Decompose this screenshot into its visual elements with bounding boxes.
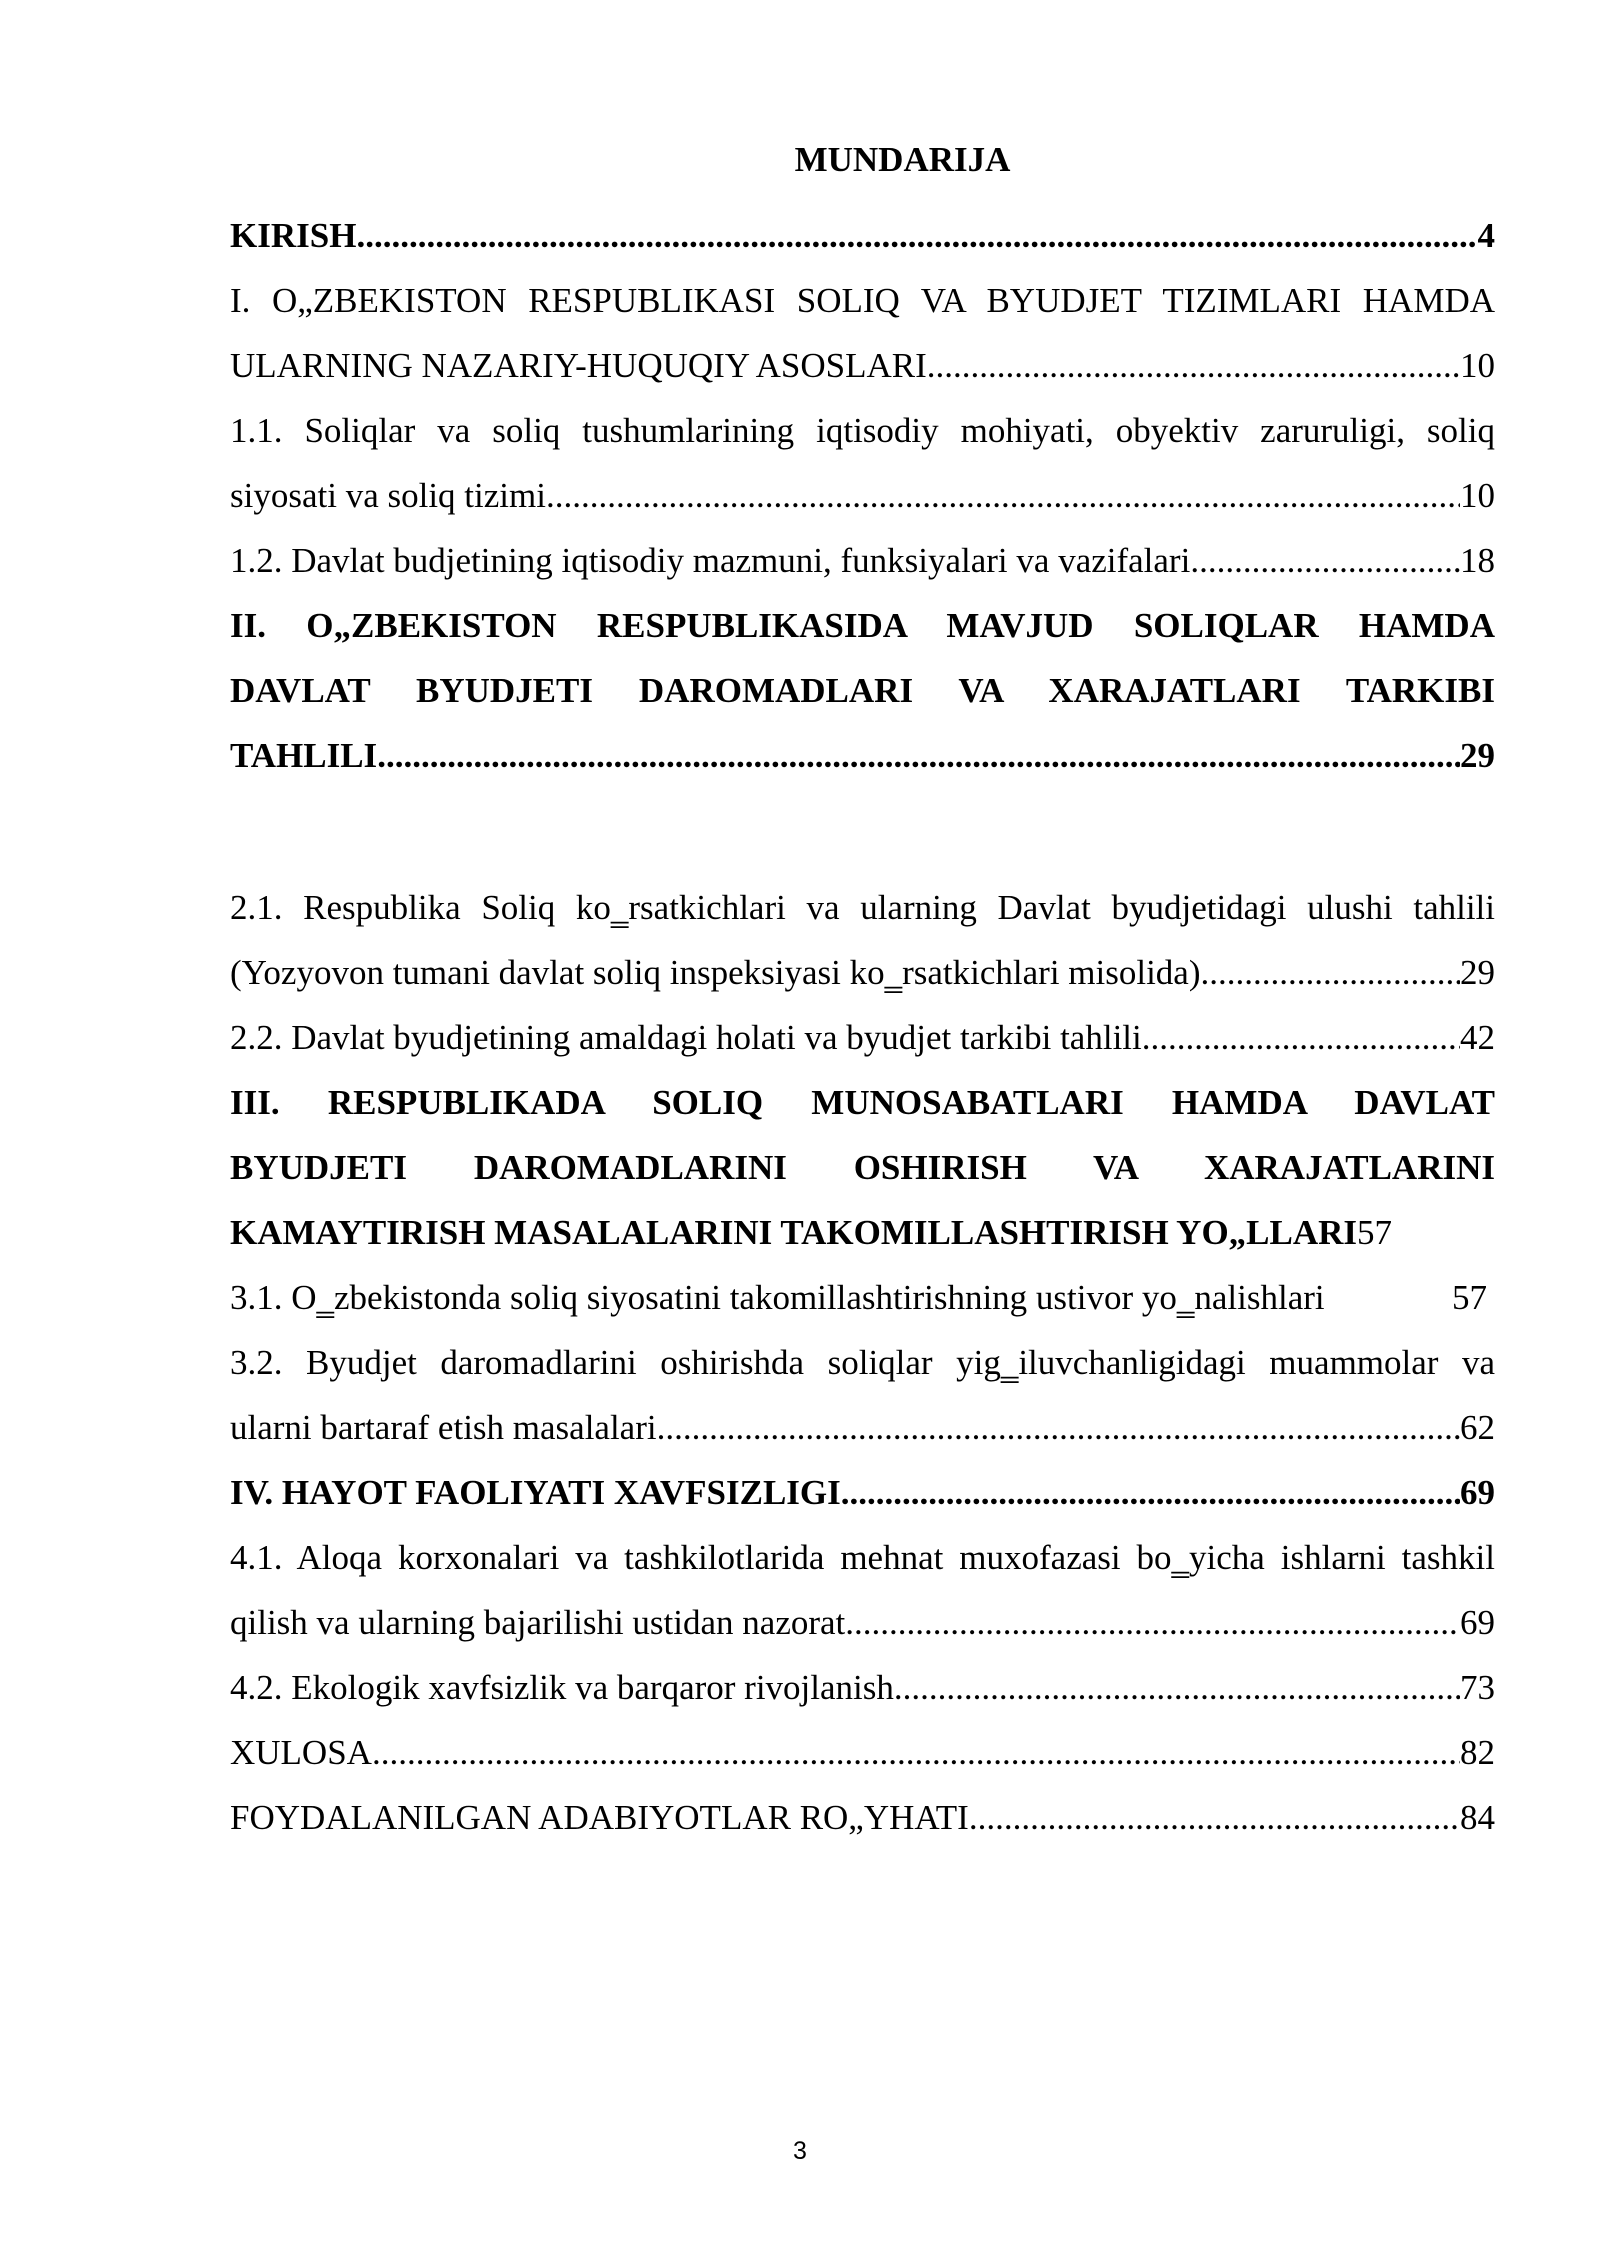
toc-dot-leader (657, 1395, 1460, 1460)
toc-entry-last-line (230, 723, 1495, 788)
toc-entry-last-line (230, 203, 1495, 268)
toc-page-number: 57 (1452, 1278, 1487, 1317)
toc-entry (230, 1005, 1495, 1070)
toc-dot-leader (927, 333, 1460, 398)
toc-entry (230, 203, 1495, 268)
toc-entry-text: 2.2. Davlat byudjetining amaldagi holati va byudjet tarkibi tahlili (230, 1018, 1142, 1057)
table-of-contents (230, 140, 1495, 1850)
toc-entry-last-line (230, 1590, 1495, 1655)
toc-page-number: 10 (1460, 346, 1495, 385)
toc-entry (230, 875, 1495, 1005)
toc-dot-leader (1201, 940, 1461, 1005)
toc-entry-line: 3.2. Byudjet daromadlarini oshirishda soliqlar yig‗iluvchanligidagi muammolar va (230, 1343, 1495, 1382)
toc-entry-last-line (230, 463, 1495, 528)
toc-entry (230, 593, 1495, 788)
toc-entry-last-line (230, 1655, 1495, 1720)
toc-entry-last-line (230, 1460, 1495, 1525)
toc-entry-last-line (230, 1265, 1495, 1330)
toc-entry (230, 528, 1495, 593)
toc-entry-line: BYUDJETI DAROMADLARINI OSHIRISH VA XARAJATLARINI (230, 1148, 1495, 1187)
toc-entry-line: I. O„ZBEKISTON RESPUBLIKASI SOLIQ VA BYUDJET TIZIMLARI HAMDA (230, 281, 1495, 320)
toc-dot-leader (845, 1590, 1460, 1655)
toc-entry-last-line (230, 528, 1495, 593)
toc-entry-text: siyosati va soliq tizimi (230, 476, 546, 515)
toc-dot-leader (546, 463, 1460, 528)
page-number: 3 (793, 2137, 807, 2165)
toc-page-number: 84 (1460, 1798, 1495, 1837)
toc-entry-text: XULOSA (230, 1733, 372, 1772)
toc-entry-last-line (230, 1785, 1495, 1850)
toc-dot-leader (377, 723, 1460, 788)
toc-page-number: 18 (1460, 541, 1495, 580)
toc-entry-text: qilish va ularning bajarilishi ustidan nazorat (230, 1603, 846, 1642)
toc-entry-text: IV. HAYOT FAOLIYATI XAVFSIZLIGI (230, 1473, 841, 1512)
toc-entry-line: 2.1. Respublika Soliq ko‗rsatkichlari va ularning Davlat byudjetidagi ulushi tahlili (230, 888, 1495, 927)
toc-page-number: 4 (1477, 216, 1495, 255)
toc-dot-leader (894, 1655, 1460, 1720)
toc-page-number: 82 (1460, 1733, 1495, 1772)
toc-entry (230, 1720, 1495, 1785)
toc-entry-line: III. RESPUBLIKADA SOLIQ MUNOSABATLARI HAMDA DAVLAT (230, 1083, 1495, 1122)
toc-page-number: 69 (1460, 1603, 1495, 1642)
toc-entry (230, 1460, 1495, 1525)
toc-entry (230, 398, 1495, 528)
toc-page-number: 29 (1460, 953, 1495, 992)
toc-list (230, 203, 1495, 1850)
toc-dot-leader (372, 1720, 1460, 1785)
toc-dot-leader (841, 1460, 1460, 1525)
toc-entry (230, 1330, 1495, 1460)
toc-entry-last-line (230, 1720, 1495, 1785)
toc-entry-last-line (230, 333, 1495, 398)
toc-page-number: 29 (1460, 736, 1495, 775)
toc-entry (230, 1525, 1495, 1655)
toc-page-number: 42 (1460, 1018, 1495, 1057)
toc-entry-line: DAVLAT BYUDJETI DAROMADLARI VA XARAJATLARI TARKIBI (230, 671, 1495, 710)
toc-entry-text: 4.2. Ekologik xavfsizlik va barqaror rivojlanish (230, 1668, 894, 1707)
toc-entry-text: 3.1. O‗zbekistonda soliq siyosatini takomillashtirishning ustivor yo‗nalishlari (230, 1278, 1325, 1317)
toc-dot-leader (1142, 1005, 1460, 1070)
toc-dot-leader (356, 203, 1477, 268)
toc-entry-text: (Yozyovon tumani davlat soliq inspeksiyasi ko‗rsatkichlari misolida) (230, 953, 1201, 992)
toc-entry-text: 1.2. Davlat budjetining iqtisodiy mazmuni, funksiyalari va vazifalari (230, 541, 1191, 580)
toc-entry (230, 268, 1495, 398)
toc-entry (230, 1265, 1495, 1330)
toc-page-number: 57 (1357, 1213, 1393, 1252)
toc-entry-text: ularni bartaraf etish masalalari (230, 1408, 657, 1447)
toc-dot-leader (1190, 528, 1460, 593)
toc-page-number: 73 (1460, 1668, 1495, 1707)
toc-page-number: 10 (1460, 476, 1495, 515)
toc-entry-text: ULARNING NAZARIY-HUQUQIY ASOSLARI (230, 346, 927, 385)
toc-entry-last-line (230, 940, 1495, 1005)
toc-title: MUNDARIJA (794, 140, 1011, 179)
toc-entry (230, 1655, 1495, 1720)
toc-entry-text: KIRISH (230, 216, 357, 255)
toc-entry-last-line (230, 1200, 1495, 1265)
toc-entry-text: FOYDALANILGAN ADABIYOTLAR RO„YHATI (230, 1798, 969, 1837)
toc-entry-line: 1.1. Soliqlar va soliq tushumlarining iqtisodiy mohiyati, obyektiv zaruruligi, soliq (230, 411, 1495, 450)
toc-entry-last-line (230, 1005, 1495, 1070)
toc-entry (230, 1070, 1495, 1265)
toc-entry (230, 1785, 1495, 1850)
toc-entry-line: II. O„ZBEKISTON RESPUBLIKASIDA MAVJUD SOLIQLAR HAMDA (230, 606, 1495, 645)
toc-entry-last-line (230, 1395, 1495, 1460)
toc-entry-line: 4.1. Aloqa korxonalari va tashkilotlarida mehnat muxofazasi bo‗yicha ishlarni tashkil (230, 1538, 1495, 1577)
toc-page-number: 69 (1460, 1473, 1495, 1512)
toc-entry-text: TAHLILI (230, 736, 378, 775)
toc-entry-text: KAMAYTIRISH MASALALARINI TAKOMILLASHTIRISH YO„LLARI (230, 1213, 1358, 1252)
toc-dot-leader (969, 1785, 1460, 1850)
toc-page-number: 62 (1460, 1408, 1495, 1447)
